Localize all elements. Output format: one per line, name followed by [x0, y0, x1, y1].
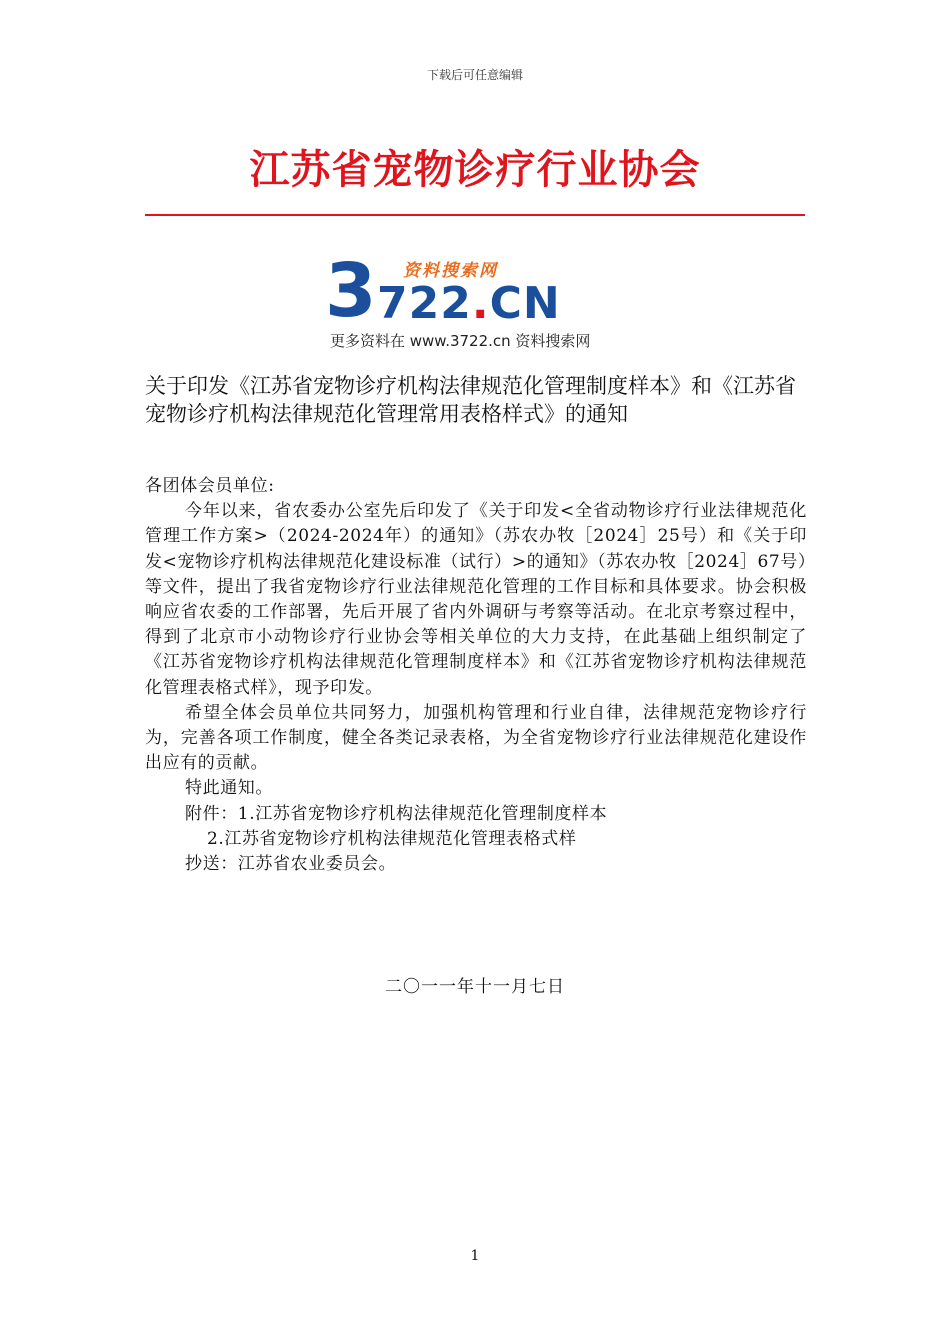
paragraph-closing: 特此通知。	[185, 778, 273, 799]
org-title: 江苏省宠物诊疗行业协会	[249, 147, 701, 193]
attachment-1: 附件：1.江苏省宠物诊疗机构法律规范化管理制度样本	[185, 803, 608, 824]
logo-domain-dot: .	[471, 278, 490, 329]
document-body	[145, 474, 807, 877]
issue-date: 二〇一一年十一月七日	[385, 977, 565, 997]
page-number: 1	[470, 1248, 480, 1264]
logo-caption: 更多资料在 www.3722.cn 资料搜索网	[330, 332, 591, 350]
cc-line: 抄送：江苏省农业委员会。	[185, 854, 397, 875]
attachment-2: 2.江苏省宠物诊疗机构法律规范化管理表格式样	[207, 828, 577, 849]
logo-domain-number: 722	[377, 278, 472, 329]
logo-domain	[377, 278, 561, 329]
logo-digit: 3	[325, 248, 377, 334]
paragraph-1: 今年以来，省农委办公室先后印发了《关于印发<全省动物诊疗行业法律规范化管理工作方案>（2024-2024年）的通知》（苏农办牧［2024］25号）和《关于印发<宠物诊疗机构法律规范化建设标准（试行）>的通知》（苏农办牧［2024］67号）等文件，提出了我省宠物诊疗行业法律规范化管理的工作目标和具体要求。协会积极响应省农委的工作部署，先后开展了省内外调研与考察等活动。在北京考察过程中，得到了北京市小动物诊疗行业协会等相关单位的大力支持，在此基础上组织制定了《江苏省宠物诊疗机构法律规范化管理制度样本》和《江苏省宠物诊疗机构法律规范化管理表格式样》，现予印发。	[145, 501, 807, 698]
logo-domain-tld: CN	[489, 278, 561, 329]
header-note: 下载后可任意编辑	[426, 68, 523, 82]
site-logo	[325, 248, 625, 352]
document-title: 关于印发《江苏省宠物诊疗机构法律规范化管理制度样本》和《江苏省宠物诊疗机构法律规范化管理常用表格样式》的通知	[145, 374, 796, 426]
title-divider	[145, 214, 805, 216]
paragraph-2: 希望全体会员单位共同努力，加强机构管理和行业自律，法律规范宠物诊疗行为，完善各项工作制度，健全各类记录表格，为全省宠物诊疗行业法律规范化建设作出应有的贡献。	[145, 702, 807, 774]
salutation: 各团体会员单位:	[145, 476, 275, 496]
logo-slogan: 资料搜索网	[403, 261, 498, 281]
